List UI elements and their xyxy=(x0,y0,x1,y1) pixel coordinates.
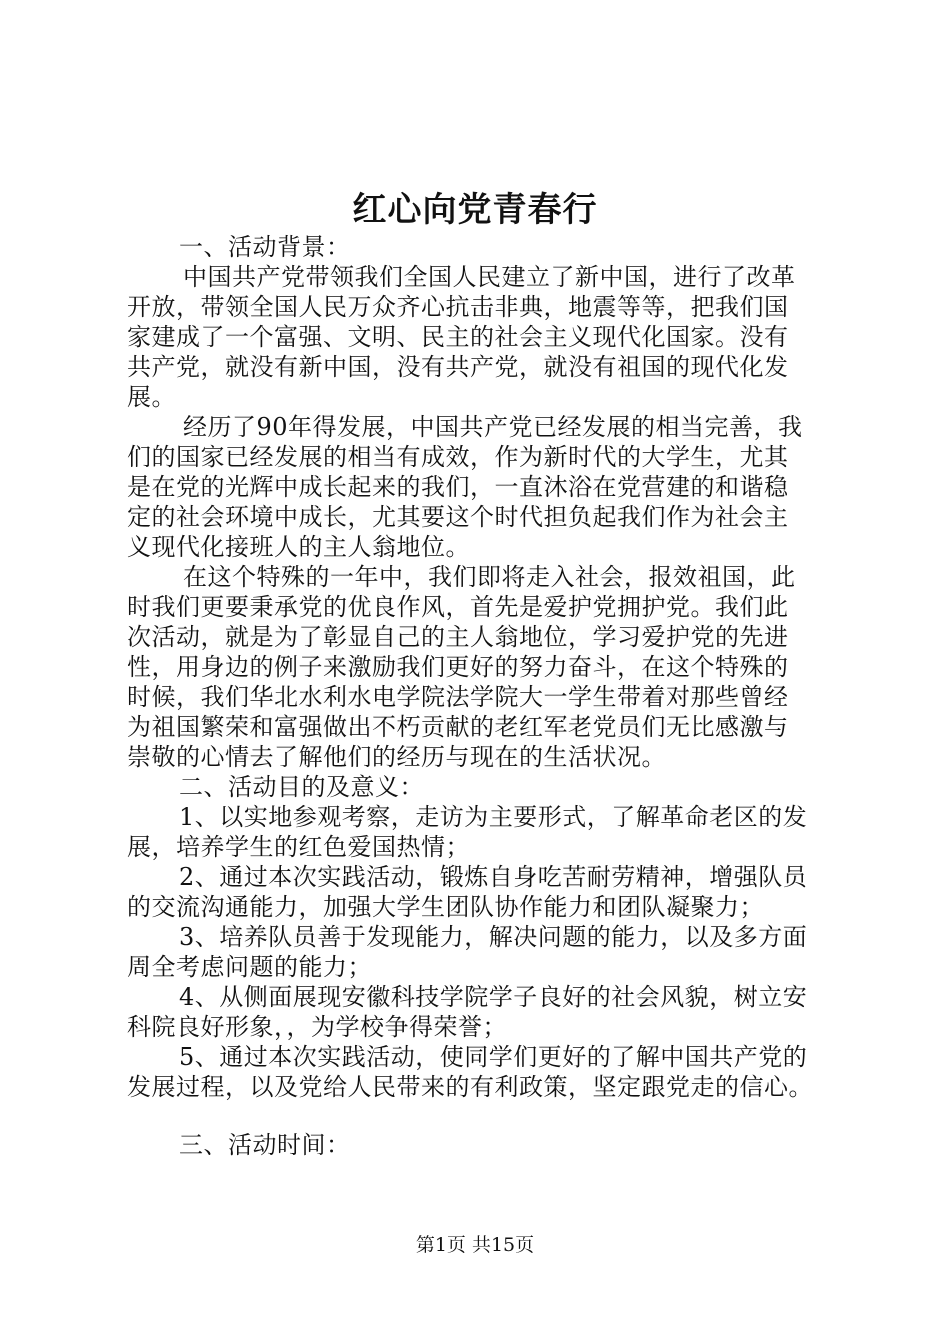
list-item-line: 发展过程，以及党给人民带来的有利政策，坚定跟党走的信心。 xyxy=(127,1073,813,1101)
paragraph-line: 们的国家已经发展的相当有成效，作为新时代的大学生，尤其 xyxy=(127,443,789,471)
list-item xyxy=(127,922,847,982)
paragraph-line: 性，用身边的例子来激励我们更好的努力奋斗，在这个特殊的 xyxy=(127,653,789,681)
paragraph-line: 开放，带领全国人民万众齐心抗击非典，地震等等，把我们国 xyxy=(127,293,789,321)
paragraph-line: 经历了90年得发展，中国共产党已经发展的相当完善，我 xyxy=(183,413,803,441)
list-item-line: 展，培养学生的红色爱国热情； xyxy=(127,833,470,861)
paragraph-line: 时我们更要秉承党的优良作风，首先是爱护党拥护党。我们此 xyxy=(127,593,789,621)
section-heading: 三、活动时间： xyxy=(179,1131,351,1159)
section-heading: 二、活动目的及意义： xyxy=(179,773,424,801)
paragraph-line: 为祖国繁荣和富强做出不朽贡献的老红军老党员们无比感激与 xyxy=(127,713,789,741)
paragraph-line: 时候，我们华北水利水电学院法学院大一学生带着对那些曾经 xyxy=(127,683,789,711)
paragraph-line: 展。 xyxy=(127,383,176,411)
paragraph-line: 是在党的光辉中成长起来的我们，一直沐浴在党营建的和谐稳 xyxy=(127,473,789,501)
paragraph-line: 在这个特殊的一年中，我们即将走入社会，报效祖国，此 xyxy=(183,563,796,591)
list-item-line: 科院良好形象，，为学校争得荣誉； xyxy=(127,1013,507,1041)
paragraph-line: 崇敬的心情去了解他们的经历与现在的生活状况。 xyxy=(127,743,666,771)
list-item-line: 周全考虑问题的能力； xyxy=(127,953,372,981)
section-heading: 一、活动背景： xyxy=(179,233,351,261)
list-item-line: 1、以实地参观考察，走访为主要形式，了解革命老区的发 xyxy=(179,803,808,831)
paragraph-line: 义现代化接班人的主人翁地位。 xyxy=(127,533,470,561)
list-item-line: 4、从侧面展现安徽科技学院学子良好的社会风貌，树立安 xyxy=(179,983,808,1011)
list-item-line: 2、通过本次实践活动，锻炼自身吃苦耐劳精神，增强队员 xyxy=(179,863,808,891)
paragraph xyxy=(127,412,847,562)
list-item-line: 的交流沟通能力，加强大学生团队协作能力和团队凝聚力； xyxy=(127,893,764,921)
list-item-line: 3、培养队员善于发现能力，解决问题的能力，以及多方面 xyxy=(179,923,808,951)
list-item xyxy=(127,982,847,1042)
paragraph-line: 中国共产党带领我们全国人民建立了新中国，进行了改革 xyxy=(183,263,796,291)
spacer xyxy=(127,1102,847,1130)
document-body xyxy=(127,232,847,1160)
paragraph-line: 家建成了一个富强、文明、民主的社会主义现代化国家。没有 xyxy=(127,323,789,351)
document-title: 红心向党青春行 xyxy=(352,190,598,230)
list-item xyxy=(127,802,847,862)
paragraph-line: 次活动，就是为了彰显自己的主人翁地位，学习爱护党的先进 xyxy=(127,623,789,651)
list-item xyxy=(127,1042,847,1102)
paragraph-line: 共产党，就没有新中国，没有共产党，就没有祖国的现代化发 xyxy=(127,353,789,381)
page-footer: 第1页 共15页 xyxy=(415,1234,535,1256)
paragraph-line: 定的社会环境中成长，尤其要这个时代担负起我们作为社会主 xyxy=(127,503,789,531)
paragraph xyxy=(127,562,847,772)
paragraph xyxy=(127,262,847,412)
list-item-line: 5、通过本次实践活动，使同学们更好的了解中国共产党的 xyxy=(179,1043,808,1071)
list-item xyxy=(127,862,847,922)
